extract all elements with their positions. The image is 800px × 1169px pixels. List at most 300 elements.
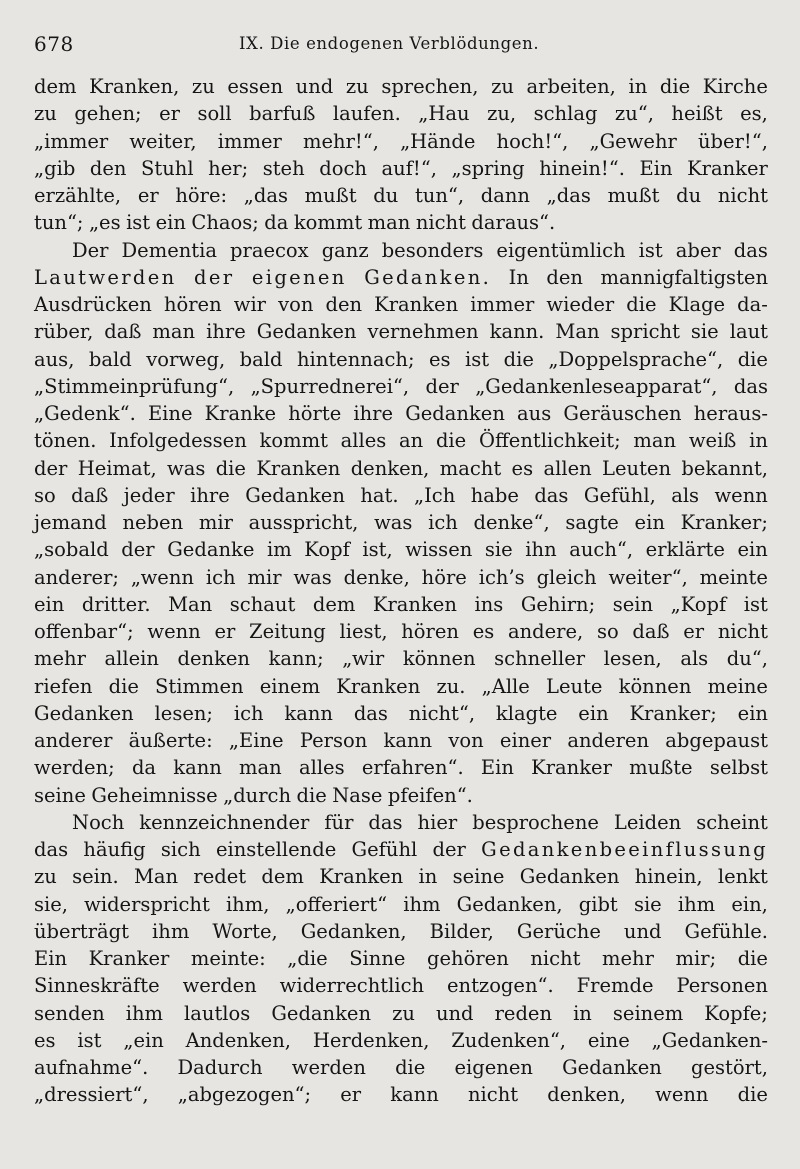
- word: „spring: [451, 156, 525, 180]
- word: man: [152, 320, 196, 344]
- text-line: [34, 373, 768, 400]
- word: er: [683, 620, 705, 643]
- word: Herdenken,: [312, 1028, 430, 1052]
- word: besprochene: [472, 810, 599, 834]
- word: denken: [177, 647, 250, 671]
- word: nicht: [468, 1083, 519, 1107]
- word: als: [671, 483, 700, 507]
- word: gleich: [536, 565, 597, 589]
- word: den: [89, 156, 127, 180]
- text-line: [34, 155, 768, 182]
- word: rüber,: [34, 320, 94, 344]
- word: es: [429, 347, 451, 371]
- word: nicht: [717, 620, 768, 643]
- word: abgepaust: [665, 729, 768, 752]
- word: man: [633, 429, 677, 453]
- word: „Hände: [400, 129, 476, 153]
- word: aus: [517, 402, 552, 425]
- word: in: [628, 75, 648, 98]
- word: sie: [484, 538, 513, 562]
- word: und: [295, 75, 334, 98]
- word: „dressiert“,: [34, 1083, 149, 1107]
- word: „das: [243, 184, 288, 207]
- word: „wir: [342, 647, 385, 671]
- word: steh: [262, 156, 305, 180]
- word: ein: [578, 701, 609, 725]
- word: Leiden: [613, 810, 682, 834]
- word: zu,: [487, 102, 517, 126]
- word: Gedanken: [562, 1056, 662, 1079]
- word: an: [399, 429, 424, 453]
- word: das: [733, 238, 768, 262]
- text-line: [34, 536, 768, 563]
- word: „Gedenk“.: [34, 402, 136, 425]
- word: Gehirn;: [520, 592, 596, 616]
- word: so: [596, 620, 619, 643]
- text-line: [34, 73, 768, 100]
- word: nicht: [717, 184, 768, 207]
- word: die: [108, 674, 139, 698]
- word: Nase: [332, 783, 383, 807]
- word: Kranken: [256, 456, 341, 480]
- word: vorweg,: [146, 347, 226, 371]
- text-line: [34, 782, 768, 809]
- word: essen: [227, 75, 284, 98]
- word: bald: [239, 347, 283, 371]
- word: erklärte: [645, 538, 725, 562]
- word: wieder: [546, 293, 615, 316]
- word: ihn: [525, 538, 557, 562]
- word: anderer: [34, 729, 113, 752]
- word: wenn: [147, 620, 201, 643]
- word: einstellende: [215, 838, 337, 861]
- word: denke“,: [473, 511, 550, 534]
- word: Zudenken“,: [451, 1028, 567, 1052]
- word: „Hau: [418, 102, 470, 126]
- text-line: [34, 237, 768, 264]
- word: liest,: [339, 620, 388, 643]
- word: spricht: [610, 320, 680, 344]
- word: er: [137, 184, 159, 207]
- word: Chaos;: [191, 211, 259, 235]
- word: die: [215, 456, 246, 480]
- word: allein: [104, 647, 159, 671]
- word: widerspricht: [84, 892, 210, 916]
- word: hören: [401, 620, 459, 643]
- text-line: [34, 128, 768, 155]
- word: der: [121, 538, 155, 562]
- word: seine: [34, 783, 86, 807]
- text-line: [34, 1081, 768, 1108]
- word: Kirche: [702, 75, 768, 98]
- text-line: [34, 482, 768, 509]
- word: können: [618, 674, 692, 698]
- word: ein: [155, 211, 186, 235]
- word: zu.: [436, 674, 466, 698]
- word: eine: [587, 1028, 630, 1052]
- word: ich: [233, 701, 264, 725]
- word: Sinneskräfte: [34, 974, 160, 998]
- word: erzählte,: [34, 184, 122, 207]
- word: Ein: [480, 756, 514, 780]
- word: redet: [193, 865, 247, 889]
- word: ist,: [362, 538, 393, 562]
- word: reden: [494, 1001, 553, 1025]
- word: gehen;: [74, 102, 142, 126]
- word: weiß: [688, 429, 737, 453]
- word: „gib: [34, 156, 76, 180]
- word: man: [367, 211, 411, 235]
- word: klagte: [495, 701, 558, 725]
- word: Heimat,: [77, 456, 157, 480]
- word: du: [676, 184, 702, 207]
- page-header: [34, 30, 766, 58]
- page-number: 678: [34, 32, 74, 56]
- word: kann: [284, 701, 333, 725]
- word: hier: [417, 810, 458, 834]
- word: immer: [470, 293, 535, 316]
- word: die: [659, 75, 691, 98]
- word: Ein: [639, 156, 673, 180]
- word: mannigfaltigsten: [600, 265, 768, 289]
- word: Gedanken,: [456, 892, 563, 916]
- text-line: [34, 972, 768, 999]
- word: Kopfe;: [704, 1001, 768, 1025]
- word: die: [737, 947, 768, 970]
- word: schlag: [533, 102, 598, 126]
- word: Gedanken,: [300, 919, 407, 943]
- word: das: [353, 701, 388, 725]
- word: werden: [182, 974, 257, 998]
- word: alles: [298, 756, 345, 780]
- word: meinte: [699, 565, 768, 589]
- word: Man: [168, 592, 213, 616]
- word: Man: [555, 320, 600, 344]
- word: laut: [729, 320, 768, 344]
- word: ich: [205, 565, 236, 589]
- word: sagte: [565, 511, 619, 534]
- word: widerrechtlich: [279, 974, 425, 998]
- text-line: [34, 346, 768, 373]
- word: „durch: [223, 783, 292, 807]
- word: so: [34, 483, 56, 507]
- word: mir;: [675, 947, 717, 970]
- text-line: [34, 700, 768, 727]
- text-line: [34, 809, 768, 836]
- word: Kranker: [687, 156, 768, 180]
- word: Gedankenbeeinflussung: [481, 838, 768, 861]
- text-line: [34, 1000, 768, 1027]
- word: eigenen: [454, 1056, 533, 1079]
- word: die: [296, 783, 327, 807]
- word: daraus“.: [471, 211, 556, 235]
- word: als: [680, 647, 709, 671]
- word: was: [167, 456, 206, 480]
- word: er: [214, 620, 236, 643]
- word: Bilder,: [429, 919, 494, 943]
- word: Gedanken: [519, 865, 620, 889]
- word: Dadurch: [177, 1056, 263, 1079]
- word: dann: [480, 184, 530, 207]
- word: schneller: [494, 647, 586, 671]
- word: erfahren“.: [361, 756, 464, 780]
- word: Kranke: [204, 402, 277, 425]
- word: Gefühl,: [583, 483, 656, 507]
- word: In: [508, 265, 529, 289]
- word: Man: [133, 865, 179, 889]
- word: daß: [104, 320, 142, 344]
- word: Kranken: [372, 592, 457, 616]
- word: das: [733, 374, 768, 398]
- text-line: [34, 100, 768, 127]
- word: ein: [34, 592, 65, 616]
- word: Kopf: [304, 538, 350, 562]
- word: „Gewehr: [589, 129, 677, 153]
- word: die: [626, 293, 657, 316]
- word: können: [402, 647, 476, 671]
- word: Gedanken: [256, 320, 357, 344]
- word: ist: [743, 592, 768, 616]
- word: her;: [208, 156, 249, 180]
- word: tönen.: [34, 429, 97, 453]
- word: da-: [737, 293, 768, 316]
- word: im: [266, 538, 292, 562]
- word: bald: [88, 347, 132, 371]
- word: wenn: [655, 1083, 709, 1107]
- word: dritter.: [81, 592, 151, 616]
- word: Der: [72, 238, 109, 262]
- word: „sobald: [34, 538, 109, 562]
- word: mehr!“,: [302, 129, 379, 153]
- text-line: [34, 509, 768, 536]
- text-line: [34, 918, 768, 945]
- word: man: [239, 756, 282, 780]
- word: daß: [71, 483, 109, 507]
- word: eigenen: [251, 265, 347, 289]
- word: mehr: [602, 947, 654, 970]
- word: Öffentlichkeit;: [478, 429, 621, 453]
- word: was: [374, 511, 413, 534]
- word: die: [503, 347, 534, 371]
- word: höre: [421, 565, 467, 589]
- word: anderer;: [34, 565, 119, 589]
- word: hoch!“,: [496, 129, 569, 153]
- word: entzogen“.: [446, 974, 554, 998]
- word: „das: [546, 184, 591, 207]
- word: Kranker;: [629, 701, 717, 725]
- word: Gefühle.: [684, 919, 768, 943]
- word: habe: [470, 483, 519, 507]
- text-line: [34, 591, 768, 618]
- word: senden: [34, 1001, 105, 1025]
- word: es: [472, 620, 495, 643]
- word: kann;: [268, 647, 324, 671]
- word: alles: [340, 429, 387, 453]
- word: Kranken: [319, 865, 404, 889]
- word: Kranken,: [89, 75, 180, 98]
- word: „offeriert“: [285, 892, 388, 916]
- word: ins: [474, 592, 504, 616]
- word: soll: [197, 102, 232, 126]
- word: eigentümlich: [496, 238, 626, 262]
- word: jeder: [123, 483, 175, 507]
- word: da: [131, 756, 157, 780]
- word: den: [546, 265, 583, 289]
- word: Ausdrücken: [34, 293, 152, 316]
- word: der: [425, 374, 459, 398]
- word: offenbar“;: [34, 620, 134, 643]
- word: der: [34, 456, 68, 480]
- word: barfuß: [249, 102, 316, 126]
- word: ihre: [190, 483, 230, 507]
- word: ihre: [206, 320, 246, 344]
- word: und: [435, 1001, 474, 1025]
- word: mir: [247, 565, 282, 589]
- word: Kranker;: [680, 511, 768, 534]
- word: Stimmen: [155, 674, 244, 698]
- text-line: [34, 400, 768, 427]
- word: von: [278, 293, 314, 316]
- text-line: [34, 291, 768, 318]
- word: macht: [439, 456, 502, 480]
- word: scheint: [696, 810, 768, 834]
- word: das: [368, 810, 403, 834]
- word: lesen,: [603, 647, 662, 671]
- word: kommt: [293, 211, 363, 235]
- word: kommt: [259, 429, 328, 453]
- word: praecox: [230, 238, 309, 262]
- text-line: [34, 727, 768, 754]
- word: hinein!“.: [539, 156, 625, 180]
- word: aufnahme“.: [34, 1056, 149, 1079]
- word: gestört,: [690, 1056, 768, 1079]
- word: und: [623, 919, 662, 943]
- word: Andenken,: [185, 1028, 291, 1052]
- text-line: [34, 645, 768, 672]
- word: ich’s: [478, 565, 525, 589]
- word: anderen: [567, 729, 650, 752]
- text-line: [34, 1054, 768, 1081]
- word: Kranker: [88, 947, 170, 970]
- word: zu“,: [614, 102, 654, 126]
- word: „Spurrednerei“,: [250, 374, 410, 398]
- word: denken,: [350, 456, 430, 480]
- text-line: [34, 455, 768, 482]
- word: mir: [198, 511, 233, 534]
- word: „immer: [34, 129, 109, 153]
- word: mehr: [34, 647, 86, 671]
- word: ganz: [321, 238, 369, 262]
- word: neben: [122, 511, 184, 534]
- word: „Alle: [481, 674, 530, 698]
- word: lenkt: [717, 865, 768, 889]
- word: in: [418, 865, 438, 889]
- word: Gedanke: [167, 538, 255, 562]
- word: kann: [383, 729, 433, 752]
- word: wenn: [714, 483, 768, 507]
- word: ein: [737, 538, 768, 562]
- word: die: [737, 1083, 768, 1107]
- word: Fremde: [576, 974, 654, 998]
- word: hörte: [288, 402, 342, 425]
- word: Noch: [72, 810, 125, 834]
- word: pfeifen“.: [387, 783, 473, 807]
- text-line: [34, 427, 768, 454]
- word: „ein: [123, 1028, 164, 1052]
- word: seinem: [612, 1001, 684, 1025]
- word: nicht: [530, 947, 581, 970]
- word: vernehmen: [367, 320, 479, 344]
- word: „Gedanken-: [651, 1028, 768, 1052]
- word: riefen: [34, 674, 93, 698]
- word: gibt: [578, 892, 618, 916]
- word: ein,: [731, 892, 768, 916]
- word: das: [534, 483, 569, 507]
- word: Gedanken: [405, 402, 505, 425]
- word: auf!“,: [381, 156, 437, 180]
- word: denken,: [547, 1083, 626, 1107]
- word: „es: [88, 211, 121, 235]
- word: von: [448, 729, 484, 752]
- word: auch“,: [569, 538, 634, 562]
- word: kennzeichnender: [139, 810, 310, 834]
- word: dem: [261, 865, 304, 889]
- word: mußt: [607, 184, 660, 207]
- word: werden: [291, 1056, 366, 1079]
- word: hinein,: [634, 865, 703, 889]
- word: ihm: [152, 919, 190, 943]
- word: ihm: [677, 892, 716, 916]
- word: lesen;: [154, 701, 213, 725]
- word: zu: [392, 1001, 415, 1025]
- word: kann: [390, 1083, 439, 1107]
- word: zu: [491, 75, 514, 98]
- word: wir: [233, 293, 266, 316]
- text-line: [34, 318, 768, 345]
- word: Kranken: [336, 674, 421, 698]
- word: Worte,: [212, 919, 278, 943]
- word: das: [34, 838, 69, 861]
- word: meine: [707, 674, 768, 698]
- text-line: [34, 564, 768, 591]
- word: sein.: [72, 865, 119, 889]
- word: der: [432, 838, 466, 861]
- word: Gedanken: [245, 483, 345, 507]
- word: „die: [287, 947, 328, 970]
- word: seine: [452, 865, 505, 889]
- word: tun“,: [414, 184, 465, 207]
- word: es: [511, 456, 534, 480]
- word: ist: [126, 211, 151, 235]
- word: arbeiten,: [526, 75, 616, 98]
- word: Infolgedessen: [109, 429, 247, 453]
- word: überträgt: [34, 919, 130, 943]
- word: der: [194, 265, 235, 289]
- text-line: [34, 754, 768, 781]
- word: zu: [34, 102, 57, 126]
- word: den: [325, 293, 363, 316]
- word: für: [324, 810, 354, 834]
- word: Gefühl: [351, 838, 418, 861]
- word: Klage: [668, 293, 726, 316]
- word: sich: [160, 838, 201, 861]
- word: dem: [34, 75, 77, 98]
- word: weiter,: [129, 129, 197, 153]
- word: kann.: [489, 320, 545, 344]
- word: kann: [173, 756, 222, 780]
- text-line: [34, 209, 768, 236]
- word: Zeitung: [249, 620, 326, 643]
